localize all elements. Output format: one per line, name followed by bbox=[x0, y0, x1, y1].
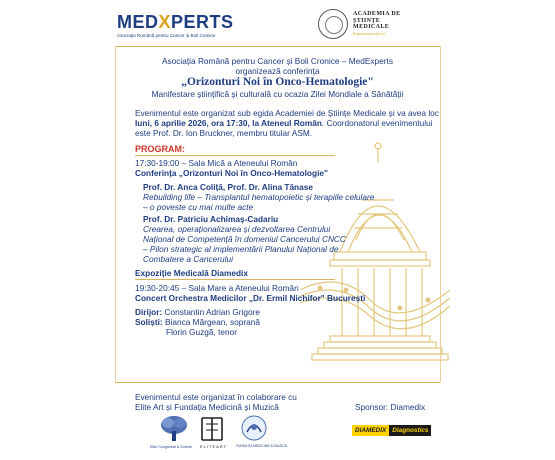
collab-line1: Evenimentul este organizat în colaborare cu bbox=[135, 392, 297, 402]
announces-line: organizează conferința bbox=[235, 66, 320, 76]
event-info-line1: Evenimentul este organizat sub egida Academiei de Științe Medicale și va avea loc bbox=[135, 108, 439, 118]
logo-perts: PERTS bbox=[171, 12, 234, 32]
academy-line3: MEDICALE bbox=[353, 24, 390, 31]
foundation-logo-icon bbox=[240, 414, 268, 442]
collab-line2: Elite Art și Fundația Medicină și Muzică bbox=[135, 402, 279, 412]
event-info-line3: este Prof. Dr. Ion Bruckner, membru titular ASM. bbox=[135, 128, 313, 138]
tree-logo-label: Elite Congresse & Events bbox=[150, 445, 192, 449]
medexperts-subtitle: Asociația Română pentru Cancer și Boli Cronice bbox=[117, 33, 216, 38]
eliteart-logo-icon bbox=[200, 416, 224, 442]
conference-title: „Orizonturi Noi în Onco-Hematologie" bbox=[181, 76, 374, 88]
foundation-logo-label: FUNDAȚIA MEDICINĂ ȘI MUZICĂ bbox=[236, 444, 287, 448]
program-divider bbox=[135, 155, 335, 156]
diamedix-word: DIAMEDIX bbox=[352, 425, 389, 436]
talk2-line1: Crearea, operaționalizarea și dezvoltarea Centrului bbox=[143, 224, 331, 234]
eliteart-logo-label: ELITEART bbox=[200, 444, 228, 449]
sponsor-line: Sponsor: Diamedix bbox=[355, 402, 426, 412]
event-info-line2-rest: . Coordonatorul evenimentului bbox=[321, 118, 433, 128]
expo-line: Expoziție Medicală Diamedix bbox=[135, 268, 248, 278]
conductor-label: Dirijor: bbox=[135, 307, 163, 317]
diamedix-logo bbox=[352, 425, 431, 436]
talk2-line2: Național de Competență în domeniul Cancerului CNCC bbox=[143, 234, 346, 244]
logo-me: ME bbox=[117, 12, 145, 32]
talk1-line1: Rebuilding life – Transplantul hematopoietic și terapiile celulare bbox=[143, 192, 375, 202]
tree-logo-icon bbox=[158, 415, 190, 443]
frame-top bbox=[115, 46, 440, 47]
event-date-place: luni, 6 aprilie 2026, ora 17:30, la Ateneul Român bbox=[135, 118, 322, 128]
talk1-line2: – o poveste cu mai multe acte bbox=[143, 202, 254, 212]
session1-title: Conferința „Orizonturi Noi în Onco-Hematologie" bbox=[135, 168, 328, 178]
talk2-line4: Combatere a Cancerului bbox=[143, 254, 233, 264]
medexperts-logo bbox=[117, 12, 267, 38]
academy-line2: ȘTIINȚE bbox=[353, 17, 381, 24]
session2-time: 19:30-20:45 – Sala Mare a Ateneului Român bbox=[135, 283, 299, 293]
conference-subtitle: Manifestare științifică și culturală cu ocazia Zilei Mondiale a Sănătății bbox=[151, 89, 404, 99]
program-heading: PROGRAM: bbox=[135, 144, 185, 154]
academy-seal-icon bbox=[318, 9, 348, 39]
soloist2-name: Florin Guzgă, tenor bbox=[166, 327, 238, 337]
talk2-line3: – Pilon strategic al implementării Planului Național de bbox=[143, 244, 339, 254]
academy-motto: Experientia docet bbox=[353, 31, 385, 36]
logo-d: D bbox=[145, 12, 159, 32]
conductor-name: Constantin Adrian Grigore bbox=[164, 307, 260, 317]
talk1-speakers: Prof. Dr. Anca Coliță, Prof. Dr. Alina Tănase bbox=[143, 182, 313, 192]
program-divider-2 bbox=[135, 279, 335, 280]
talk2-speaker: Prof. Dr. Patriciu Achimaș-Cadariu bbox=[143, 214, 279, 224]
session1-time: 17:30-19:00 – Sala Mică a Ateneului Român bbox=[135, 158, 298, 168]
diagnostics-word: Diagnostics bbox=[389, 425, 431, 436]
logo-x: X bbox=[158, 12, 172, 32]
session2-title: Concert Orchestra Medicilor „Dr. Ermil Nichifor" București bbox=[135, 293, 366, 303]
soloist1-name: Bianca Mărgean, soprană bbox=[164, 317, 260, 327]
academy-line1: ACADEMIA DE bbox=[353, 11, 401, 17]
soloists-label: Soliști: bbox=[135, 317, 163, 327]
organizers-line: Asociația Română pentru Cancer și Boli Cronice – MedExperts bbox=[161, 56, 394, 66]
academy-logo bbox=[318, 9, 438, 43]
